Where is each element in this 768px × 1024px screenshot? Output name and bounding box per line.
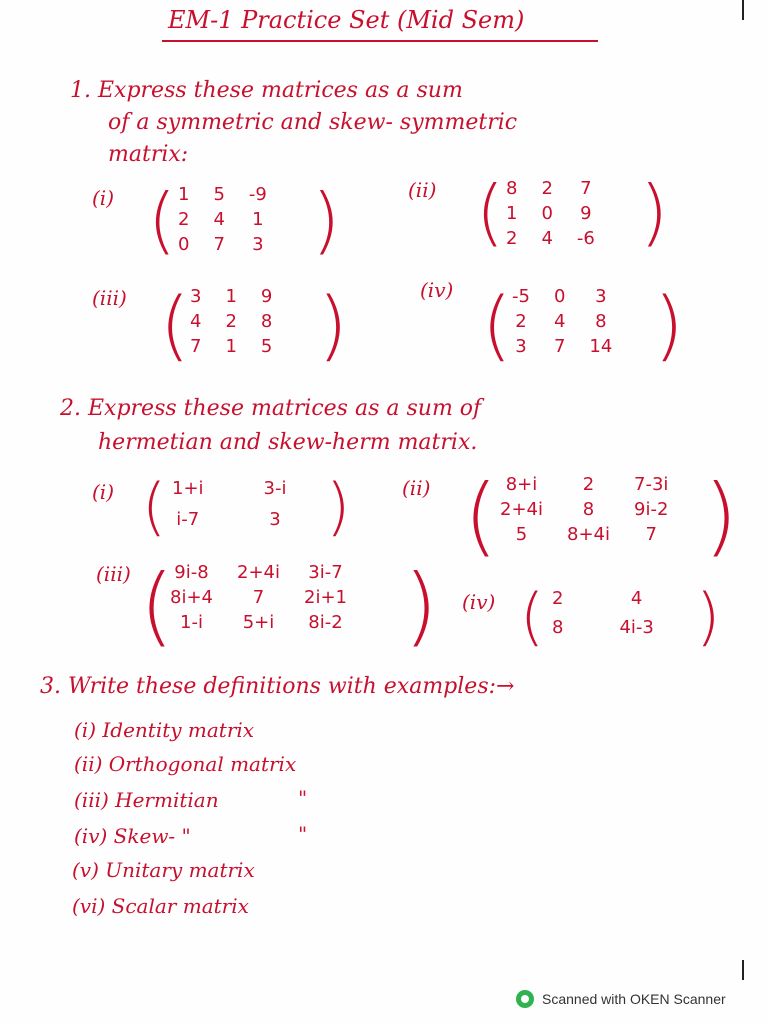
left-paren: ( bbox=[160, 280, 190, 369]
matrix-cell: 4 bbox=[553, 311, 566, 332]
ditto-mark: " bbox=[298, 822, 308, 846]
matrix-cell: 14 bbox=[589, 336, 613, 357]
matrix-cell: 8i+4 bbox=[170, 587, 213, 608]
matrix-cell: 2 bbox=[225, 311, 237, 332]
matrix-cell: 1 bbox=[506, 203, 518, 224]
right-paren: ) bbox=[404, 556, 438, 656]
matrix-cell: 8 bbox=[582, 499, 595, 520]
matrix-cell: 5+i bbox=[242, 612, 275, 633]
matrix-cell: 7 bbox=[252, 587, 265, 608]
q3-item: (v) Unitary matrix bbox=[72, 858, 255, 882]
q1-text-line2: of a symmetric and skew- symmetric bbox=[108, 110, 518, 135]
matrix-cell: 2 bbox=[178, 209, 190, 230]
matrix-cell: 8 bbox=[595, 311, 607, 332]
matrix-cell: 7 bbox=[213, 234, 225, 255]
matrix-cell: 1+i bbox=[172, 478, 204, 499]
matrix-cell: 3-i bbox=[263, 478, 287, 499]
matrix-cell: 4 bbox=[541, 228, 553, 249]
left-paren: ( bbox=[520, 580, 545, 653]
q1-part-label: (i) bbox=[92, 186, 115, 210]
left-paren: ( bbox=[476, 170, 505, 254]
q3-item: (iii) Hermitian bbox=[74, 788, 219, 812]
right-paren: ) bbox=[654, 280, 684, 369]
q3-heading: 3. Write these definitions with examples:→ bbox=[40, 674, 515, 699]
matrix-cell: 4i-3 bbox=[619, 617, 654, 638]
right-paren: ) bbox=[704, 466, 738, 566]
matrix-cell: 3 bbox=[515, 336, 527, 357]
matrix-cell: 9 bbox=[260, 286, 273, 307]
q1-text-line3: matrix: bbox=[108, 142, 189, 167]
left-paren: ( bbox=[482, 280, 512, 369]
left-paren: ( bbox=[140, 556, 174, 656]
right-paren: ) bbox=[696, 580, 721, 653]
matrix-cell: 1 bbox=[178, 184, 190, 205]
q2-matrix-iii bbox=[158, 560, 359, 635]
matrix-cell: 1-i bbox=[180, 612, 203, 633]
q2-matrix-ii bbox=[488, 472, 680, 547]
matrix-cell: 2 bbox=[515, 311, 527, 332]
matrix-cell: 7 bbox=[190, 336, 202, 357]
matrix-cell: 5 bbox=[260, 336, 273, 357]
matrix-cell: 2+4i bbox=[500, 499, 543, 520]
matrix-cell: 2+4i bbox=[237, 562, 280, 583]
matrix-cell: 8+4i bbox=[567, 524, 610, 545]
right-paren: ) bbox=[640, 170, 669, 254]
matrix-cell: 0 bbox=[178, 234, 190, 255]
matrix-cell: 9i-2 bbox=[634, 499, 669, 520]
matrix-cell: 3 bbox=[190, 286, 202, 307]
right-paren: ) bbox=[312, 178, 341, 262]
q1-matrix-i bbox=[166, 182, 279, 257]
matrix-cell: 4 bbox=[213, 209, 225, 230]
right-paren: ) bbox=[318, 280, 348, 369]
matrix-cell: 3 bbox=[595, 286, 607, 307]
q3-item: (i) Identity matrix bbox=[74, 718, 255, 742]
q1-matrix-ii bbox=[494, 176, 607, 251]
q1-matrix-iv bbox=[500, 284, 624, 359]
matrix-cell: 0 bbox=[541, 203, 553, 224]
matrix-cell: 8i-2 bbox=[308, 612, 343, 633]
matrix-cell: 3 bbox=[269, 509, 281, 530]
oken-scanner-logo-icon bbox=[516, 990, 534, 1008]
q2-part-label: (iv) bbox=[462, 590, 496, 614]
matrix-cell: -9 bbox=[248, 184, 267, 205]
matrix-cell: 9 bbox=[580, 203, 592, 224]
matrix-cell: 8 bbox=[552, 617, 564, 638]
matrix-cell: 5 bbox=[515, 524, 528, 545]
page-title: EM-1 Practice Set (Mid Sem) bbox=[168, 6, 525, 34]
matrix-cell: 4 bbox=[630, 588, 643, 609]
q2-part-label: (i) bbox=[92, 480, 115, 504]
page-edge-bottom-right bbox=[742, 960, 744, 980]
q2-text-line2: hermetian and skew-herm matrix. bbox=[98, 430, 478, 455]
left-paren: ( bbox=[148, 178, 177, 262]
matrix-cell: i-7 bbox=[176, 509, 200, 530]
q1-part-label: (iv) bbox=[420, 278, 454, 302]
q1-part-label: (iii) bbox=[92, 286, 127, 310]
q2-matrix-i bbox=[160, 476, 299, 532]
matrix-cell: 2 bbox=[582, 474, 595, 495]
left-paren: ( bbox=[142, 470, 167, 543]
matrix-cell: 4 bbox=[190, 311, 202, 332]
matrix-cell: 7 bbox=[580, 178, 592, 199]
matrix-cell: 8+i bbox=[505, 474, 538, 495]
matrix-cell: 7 bbox=[645, 524, 657, 545]
matrix-cell: 1 bbox=[225, 286, 237, 307]
matrix-cell: 2 bbox=[506, 228, 518, 249]
q2-text-line1: 2. Express these matrices as a sum of bbox=[60, 396, 482, 421]
ditto-mark: " bbox=[298, 786, 308, 810]
left-paren: ( bbox=[464, 466, 498, 566]
q3-item: (iv) Skew- " bbox=[74, 824, 191, 848]
matrix-cell: 1 bbox=[252, 209, 264, 230]
q2-matrix-iv bbox=[540, 586, 666, 640]
matrix-cell: 3 bbox=[252, 234, 264, 255]
matrix-cell: -5 bbox=[512, 286, 530, 307]
matrix-cell: 8 bbox=[260, 311, 273, 332]
right-paren: ) bbox=[326, 470, 351, 543]
matrix-cell: 7 bbox=[553, 336, 566, 357]
q1-text-line1: 1. Express these matrices as a sum bbox=[70, 78, 463, 103]
q3-item: (vi) Scalar matrix bbox=[72, 894, 249, 918]
matrix-cell: 0 bbox=[553, 286, 566, 307]
q3-item: (ii) Orthogonal matrix bbox=[74, 752, 297, 776]
title-underline bbox=[162, 40, 598, 42]
matrix-cell: 2 bbox=[541, 178, 553, 199]
matrix-cell: 5 bbox=[213, 184, 225, 205]
q1-matrix-iii bbox=[178, 284, 284, 359]
q2-part-label: (iii) bbox=[96, 562, 131, 586]
matrix-cell: -6 bbox=[576, 228, 595, 249]
matrix-cell: 2i+1 bbox=[304, 587, 347, 608]
matrix-cell: 3i-7 bbox=[308, 562, 343, 583]
scanner-watermark-text: Scanned with OKEN Scanner bbox=[542, 991, 726, 1007]
page-edge-top-right bbox=[742, 0, 744, 20]
scanner-watermark bbox=[516, 990, 726, 1008]
matrix-cell: 1 bbox=[225, 336, 237, 357]
q1-part-label: (ii) bbox=[408, 178, 437, 202]
matrix-cell: 8 bbox=[506, 178, 518, 199]
matrix-cell: 7-3i bbox=[634, 474, 669, 495]
matrix-cell: 9i-8 bbox=[174, 562, 209, 583]
matrix-cell: 2 bbox=[552, 588, 564, 609]
q2-part-label: (ii) bbox=[402, 476, 431, 500]
